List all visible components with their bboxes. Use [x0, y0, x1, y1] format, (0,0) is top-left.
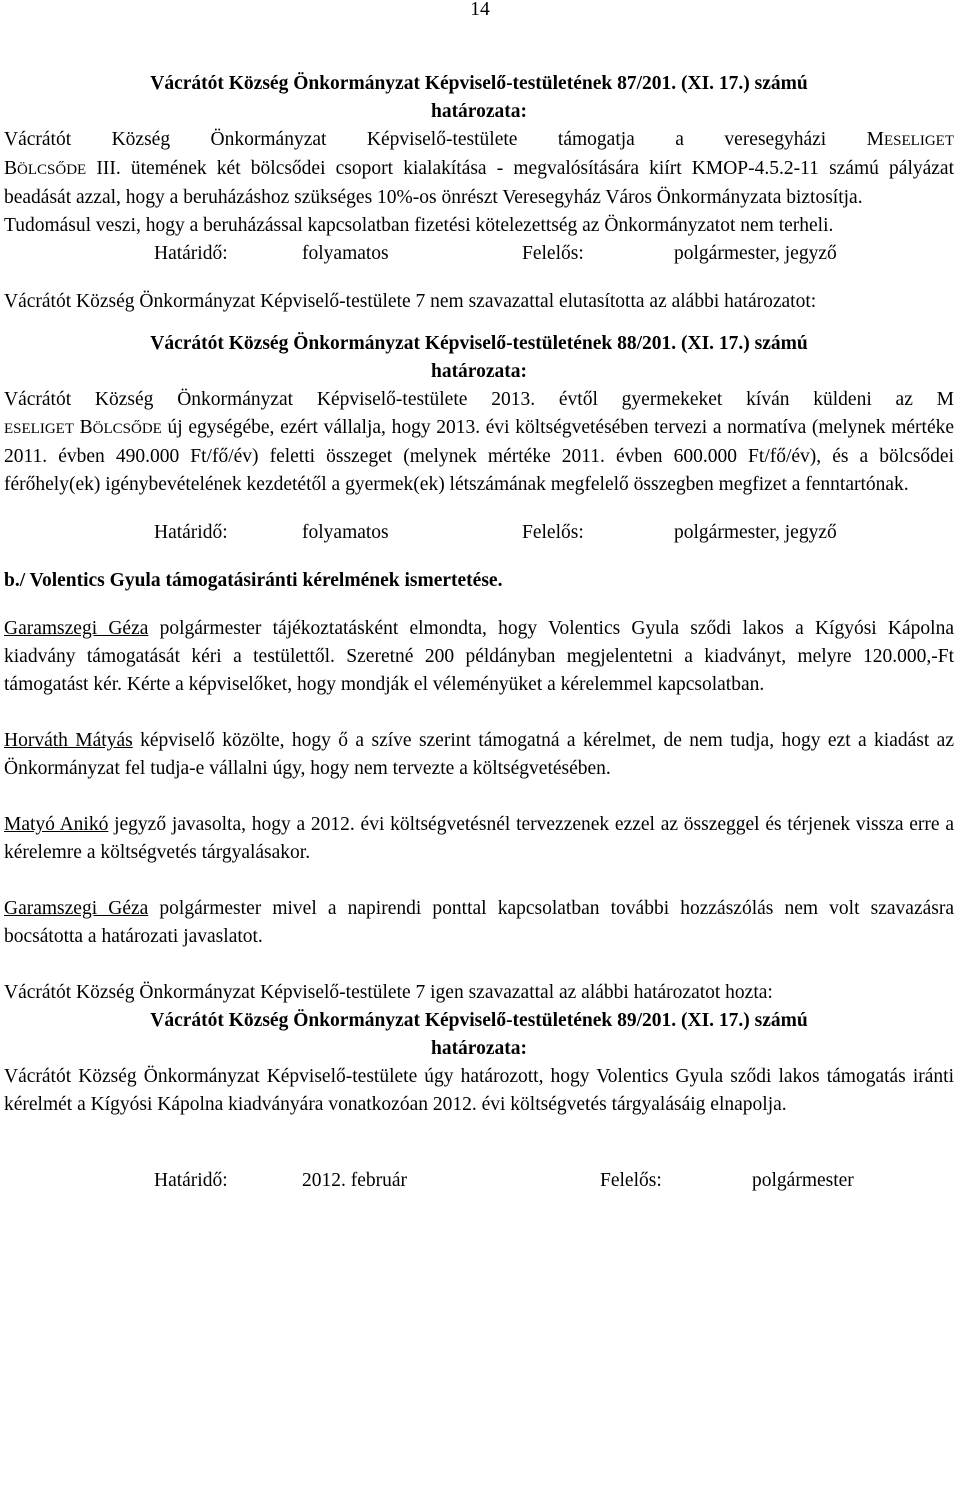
paragraph-text: képviselő közölte, hogy ő a szíve szerint támogatná a kérelmet, de nem tudja, hogy ezt a kiadást az Önkormányzat fel tudja-e vállalni úgy, hogy nem tervezte a költségvetésében. [4, 730, 954, 779]
responsible-value: polgármester [752, 1170, 854, 1191]
deadline-label: Határidő: [154, 1170, 228, 1191]
responsible-value: polgármester, jegyző [674, 522, 837, 543]
deadline-label: Határidő: [154, 522, 228, 543]
responsible-value: polgármester, jegyző [674, 243, 837, 264]
resolution-89-heading-label: határozata: [430, 1038, 528, 1059]
resolution-87-text: III. ütemének két bölcsődei csoport kialakítása - megvalósítására kiírt KMOP-4.5.2-11 számú pályázat beadását azzal, hogy a beruházáshoz szükséges 10%-os önrészt Veresegyház Város Önkormányzata biztosítja. [4, 158, 954, 208]
paragraph-text: polgármester mivel a napirendi ponttal kapcsolatban további hozzászólás nem volt szavazásra bocsátotta a határozati javaslatot. [4, 898, 954, 947]
resolution-87-body [4, 155, 954, 212]
resolution-88-body [4, 414, 954, 499]
resolution-87-heading-label: határozata: [430, 101, 528, 122]
rejected-intro: Vácrátót Község Önkormányzat Képviselő-testülete 7 nem szavazattal elutasította az alábbi határozatot: [4, 291, 817, 312]
paragraph-representative [4, 727, 954, 783]
resolution-88-smallcaps: ÖLCSŐDE [92, 421, 162, 437]
resolution-88-line-1 [4, 386, 954, 414]
deadline-value: 2012. február [302, 1170, 408, 1191]
resolution-87-text: B [4, 158, 18, 179]
responsible-label: Felelős: [522, 522, 584, 543]
paragraph-mayor-info [4, 615, 954, 699]
resolution-87-note: Tudomásul veszi, hogy a beruházással kapcsolatban fizetési kötelezettség az Önkormányzatot nem terheli. [4, 215, 834, 236]
resolution-87-deadline-row [4, 240, 954, 268]
resolution-87-smallcaps: ESELIGET [884, 133, 954, 149]
resolution-87-smallcaps: ÖLCSŐDE [17, 162, 87, 178]
resolution-88-heading: Vácrátót Község Önkormányzat Képviselő-testületének 88/201. (XI. 17.) számú [150, 333, 808, 354]
speaker-name: Matyó Anikó [4, 814, 109, 835]
resolution-87-line-1 [4, 126, 954, 155]
resolution-87-heading: Vácrátót Község Önkormányzat Képviselő-testületének 87/201. (XI. 17.) számú [150, 73, 808, 94]
speaker-name: Garamszegi Géza [4, 898, 149, 919]
resolution-89-deadline-row [4, 1167, 954, 1195]
deadline-value: folyamatos [302, 243, 389, 264]
resolution-88-text: ESELIGET [4, 421, 74, 437]
resolution-88-text: B [73, 417, 93, 438]
resolution-89-heading: Vácrátót Község Önkormányzat Képviselő-testületének 89/201. (XI. 17.) számú [150, 1010, 808, 1031]
accepted-intro: Vácrátót Község Önkormányzat Képviselő-testülete 7 igen szavazattal az alábbi határozatot hozta: [4, 982, 773, 1003]
page-number: 14 [470, 0, 490, 20]
paragraph-notary [4, 811, 954, 867]
deadline-label: Határidő: [154, 243, 228, 264]
resolution-88-text: Vácrátót Község Önkormányzat Képviselő-testülete 2013. évtől gyermekeket kíván küldeni az M [4, 389, 954, 410]
responsible-label: Felelős: [522, 243, 584, 264]
resolution-89-body: Vácrátót Község Önkormányzat Képviselő-testülete úgy határozott, hogy Volentics Gyula sződi lakos támogatás iránti kérelmét a Kígyósi Kápolna kiadványára vonatkozóan 2012. évi költségvetés tárgyalásáig elnapolja. [4, 1066, 954, 1115]
resolution-88-heading-label: határozata: [430, 361, 528, 382]
paragraph-text: polgármester tájékoztatásként elmondta, hogy Volentics Gyula sződi lakos a Kígyósi Kápolna kiadvány támogatását kéri a testülettől. Szeretné 200 példányban megjelentetni a kiadványt, melyre 120.000,-Ft támogatást kér. Kérte a képviselőket, hogy mondják el véleményüket a kérelemmel kapcsolatban. [4, 618, 954, 695]
paragraph-text: jegyző javasolta, hogy a 2012. évi költségvetésnél tervezzenek ezzel az összeggel és térjenek vissza erre a kérelemre a költségvetés tárgyalásakor. [4, 814, 954, 863]
paragraph-mayor-vote [4, 895, 954, 951]
resolution-88-deadline-row [4, 519, 954, 547]
deadline-value: folyamatos [302, 522, 389, 543]
speaker-name: Horváth Mátyás [4, 730, 133, 751]
responsible-label: Felelős: [600, 1170, 662, 1191]
resolution-88-text: új egységébe, ezért vállalja, hogy 2013. évi költségvetésében tervezi a normatíva (melynek mértéke 2011. évben 490.000 Ft/fő/év) feletti összeget (melynek mértéke 2011. évben 600.000 Ft/fő/év), és a bölcsődei férőhely(ek) igénybevételének kezdetétől a gyermek(ek) létszámának megfelelő összegben megfizet a fenntartónak. [4, 417, 955, 495]
resolution-87-text: Vácrátót Község Önkormányzat Képviselő-testülete támogatja a veresegyházi M [4, 129, 885, 150]
speaker-name: Garamszegi Géza [4, 618, 149, 639]
section-b-title: b./ Volentics Gyula támogatásiránti kérelmének ismertetése. [4, 570, 503, 591]
page-content [4, 70, 954, 1195]
